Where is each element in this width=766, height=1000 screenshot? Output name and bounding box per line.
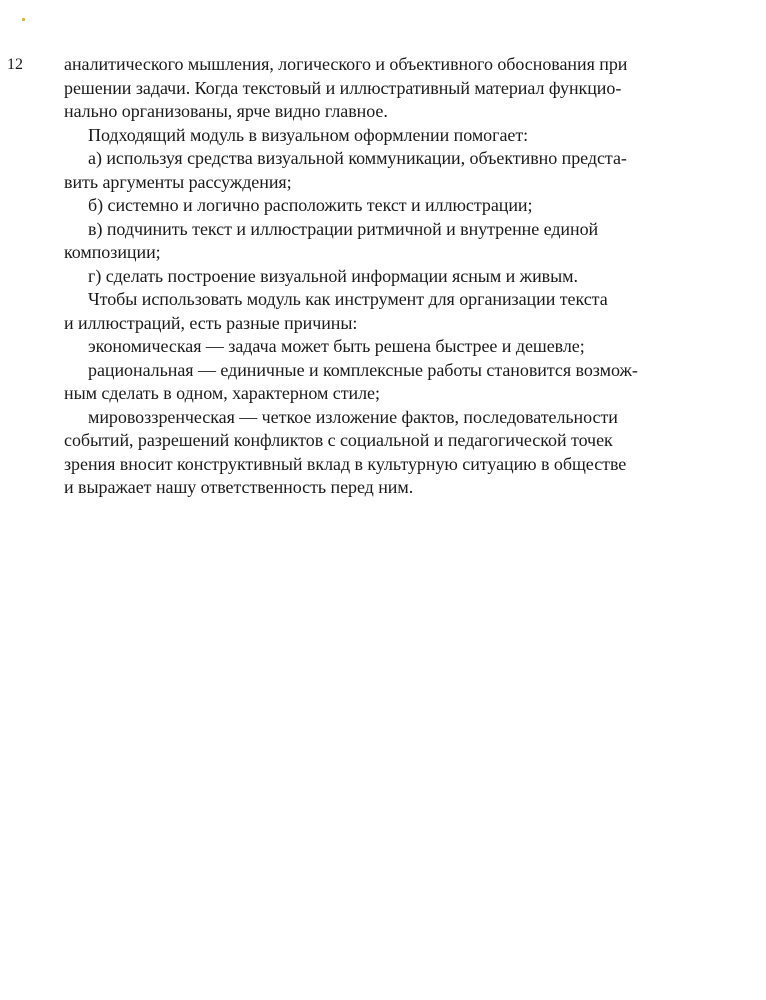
text-line: и иллюстраций, есть разные причины: (64, 312, 358, 333)
page-number: 12 (7, 56, 23, 73)
text-line: нально организованы, ярче видно главное. (64, 101, 388, 121)
text-line: аналитического мышления, логического и объективного обоснования при (64, 54, 628, 74)
text-line: Чтобы использовать модуль как инструмент для организации текста (88, 289, 608, 309)
text-line: рациональная — единичные и комплексные работы становится возмож- (88, 359, 638, 380)
text-line: и выражает нашу ответственность перед ним. (64, 477, 414, 497)
text-line: б) системно и логично расположить текст и иллюстрации; (88, 195, 533, 215)
text-line: ным сделать в одном, характерном стиле; (64, 383, 380, 403)
text-line: а) используя средства визуальной коммуникации, объективно предста- (88, 148, 627, 168)
text-line: г) сделать построение визуальной информации ясным и живым. (88, 265, 578, 286)
text-line: событий, разрешений конфликтов с социальной и педагогической точек (64, 430, 613, 450)
text-line: решении задачи. Когда текстовый и иллюстративный материал функцио- (64, 77, 622, 98)
text-line: в) подчинить текст и иллюстрации ритмичной и внутренне единой (88, 218, 599, 239)
text-line: вить аргументы рассуждения; (64, 171, 292, 192)
text-line: мировоззренческая — четкое изложение фактов, последовательности (88, 406, 618, 427)
text-line: композиции; (64, 242, 161, 262)
text-line: зрения вносит конструктивный вклад в культурную ситуацию в обществе (64, 453, 627, 474)
text-line: экономическая — задача может быть решена быстрее и дешевле; (88, 336, 585, 356)
text-line: Подходящий модуль в визуальном оформлении помогает: (88, 124, 529, 145)
corner-mark (22, 18, 25, 21)
body-text (64, 53, 664, 500)
